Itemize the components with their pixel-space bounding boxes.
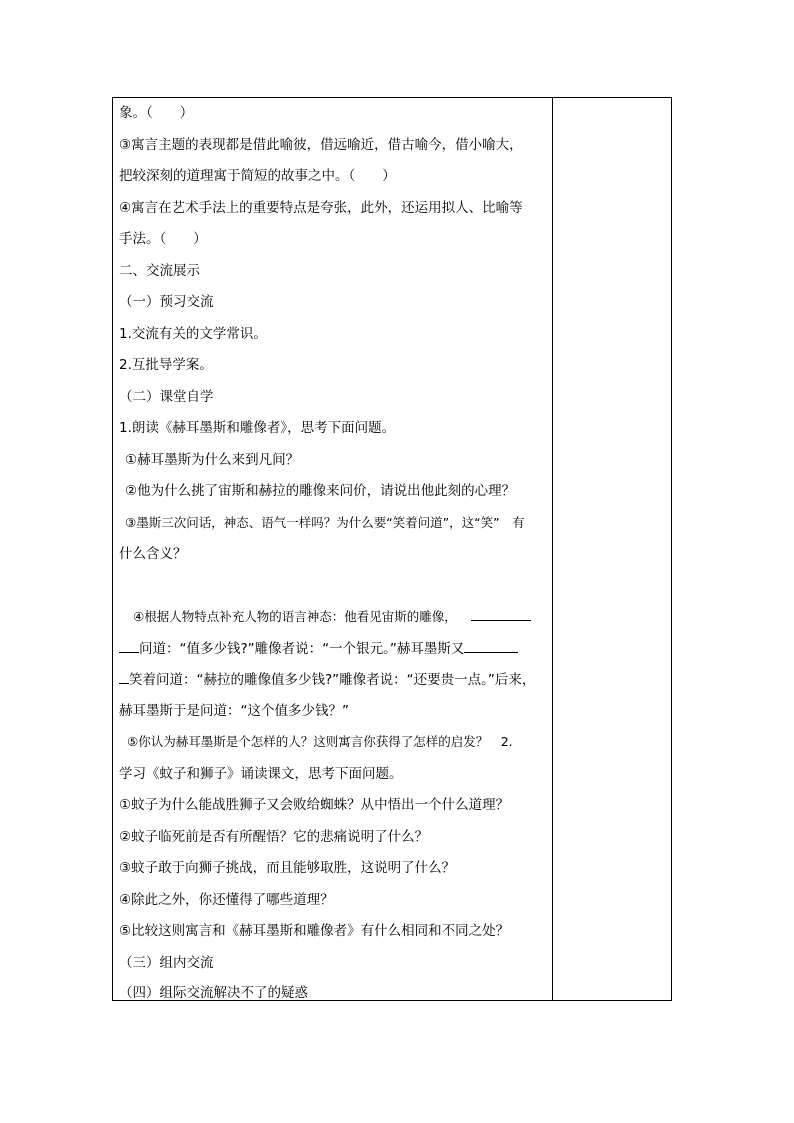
question-line: ①蚊子为什么能战胜狮子又会败给蜘蛛？从中悟出一个什么道理？ xyxy=(119,797,510,813)
text-line: ③寓言主题的表现都是借此喻彼，借远喻近，借古喻今，借小喻大， xyxy=(119,137,523,153)
question-line: ②蚊子临死前是否有所醒悟？它的悲痛说明了什么？ xyxy=(119,829,429,845)
text-line: 学习《蚊子和狮子》诵读课文，思考下面问题。 xyxy=(119,766,403,782)
fill-blank[interactable] xyxy=(119,669,129,684)
question-line: ②他为什么挑了宙斯和赫拉的雕像来问价，请说出他此刻的心理？ xyxy=(125,483,516,499)
question-line: ⑤你认为赫耳墨斯是个怎样的人？这则寓言你获得了怎样的启发？ 2. xyxy=(127,734,513,749)
text-line xyxy=(119,669,535,690)
notes-cell xyxy=(553,98,671,1000)
text-fragment: 问道：“值多少钱?”雕像者说：“一个银元。”赫耳墨斯又 xyxy=(139,641,465,657)
text-fragment: ④根据人物特点补充人物的语言神态：他看见宙斯的雕像， xyxy=(133,609,457,624)
fill-blank[interactable] xyxy=(464,638,518,653)
text-line: 赫耳墨斯于是问道：“这个值多少钱？” xyxy=(119,703,349,719)
subsection-heading: （二）课堂自学 xyxy=(119,389,214,405)
question-line: ③墨斯三次问话，神态、语气一样吗？为什么要“笑着问道”，这“笑” 有 xyxy=(125,515,525,530)
text-line: 1.交流有关的文学常识。 xyxy=(119,326,267,342)
question-line: ③蚊子敢于向狮子挑战，而且能够取胜，这说明了什么？ xyxy=(119,860,456,876)
text-line: 把较深刻的道理寓于简短的故事之中。（ ） xyxy=(119,168,396,184)
text-line: 什么含义？ xyxy=(119,546,187,562)
subsection-heading: （三）组内交流 xyxy=(119,955,214,971)
content-cell xyxy=(113,98,552,1000)
subsection-heading: （四）组际交流解决不了的疑惑 xyxy=(119,985,308,1000)
section-heading: 二、交流展示 xyxy=(119,263,200,279)
text-line: 2.互批导学案。 xyxy=(119,357,213,373)
fill-blank[interactable] xyxy=(471,606,531,621)
question-line: ⑤比较这则寓言和《赫耳墨斯和雕像者》有什么相同和不同之处？ xyxy=(119,923,510,939)
question-line xyxy=(133,606,531,627)
text-line: 象。（ ） xyxy=(119,105,194,121)
subsection-heading: （一）预习交流 xyxy=(119,294,214,310)
question-line: ①赫耳墨斯为什么来到凡间？ xyxy=(125,452,300,468)
lesson-table xyxy=(112,97,672,1001)
text-line: 手法。（ ） xyxy=(119,231,207,247)
fill-blank[interactable] xyxy=(119,638,139,653)
text-line: ④寓言在艺术手法上的重要特点是夸张，此外，还运用拟人、比喻等 xyxy=(119,200,523,216)
text-line xyxy=(119,638,518,659)
text-line: 1.朗读《赫耳墨斯和雕像者》，思考下面问题。 xyxy=(119,420,396,436)
text-fragment: 笑着问道：“赫拉的雕像值多少钱?”雕像者说：“还要贵一点。”后来， xyxy=(129,672,536,688)
question-line: ④除此之外，你还懂得了哪些道理？ xyxy=(119,892,334,908)
